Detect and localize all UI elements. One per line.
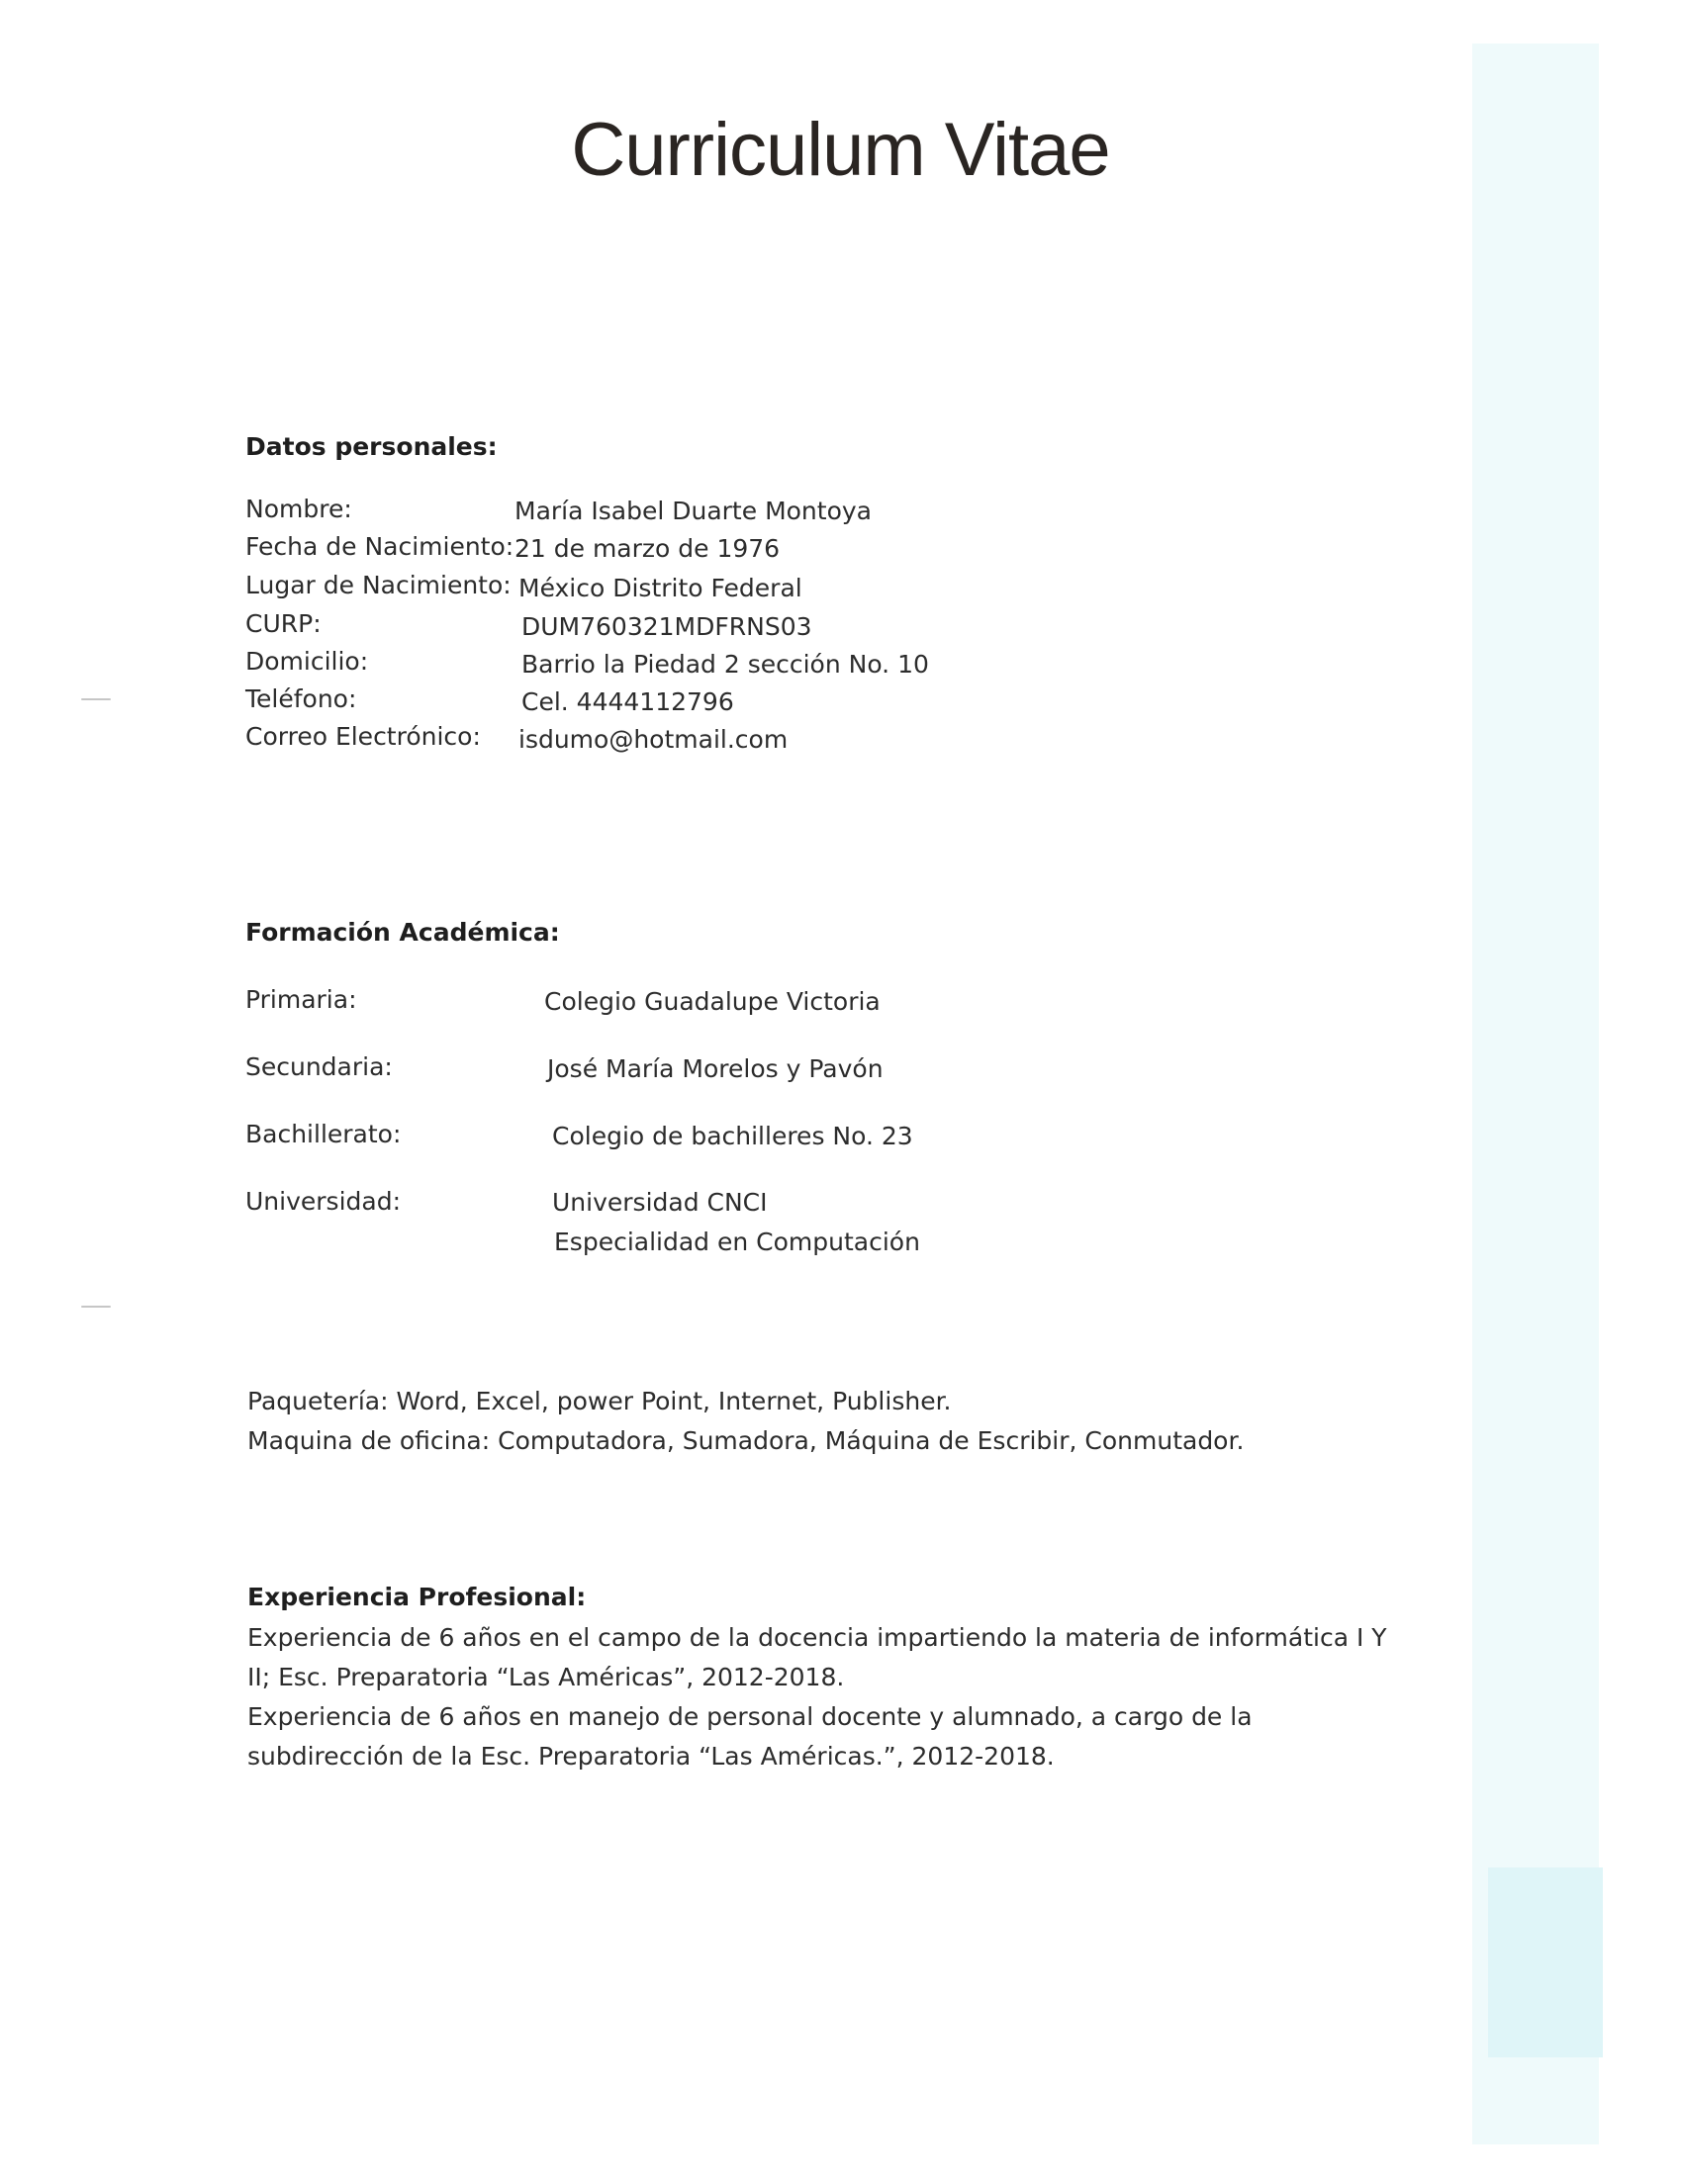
label-lugar-nacimiento: Lugar de Nacimiento: [245, 571, 512, 599]
scan-tint-block [1488, 1867, 1603, 2057]
scan-mark [81, 1306, 111, 1308]
label-primaria: Primaria: [245, 985, 357, 1014]
value-lugar-nacimiento: México Distrito Federal [518, 574, 802, 602]
value-nombre: María Isabel Duarte Montoya [514, 497, 872, 525]
office-machines: Maquina de oficina: Computadora, Sumadora, Máquina de Escribir, Conmutador. [247, 1426, 1245, 1455]
section-heading-experience: Experiencia Profesional: [247, 1583, 587, 1611]
value-especialidad: Especialidad en Computación [554, 1228, 920, 1256]
label-bachillerato: Bachillerato: [245, 1120, 402, 1148]
value-primaria: Colegio Guadalupe Victoria [544, 987, 881, 1016]
experience-paragraph: Experiencia de 6 años en manejo de personal docente y alumnado, a cargo de la subdirección de la Esc. Preparatoria “Las Américas.”, 2012-2018. [247, 1702, 1253, 1771]
label-secundaria: Secundaria: [245, 1052, 393, 1081]
software-skills: Paquetería: Word, Excel, power Point, Internet, Publisher. [247, 1387, 952, 1415]
scan-tint-strip [1472, 44, 1599, 2144]
label-curp: CURP: [245, 609, 322, 638]
experience-paragraph: Experiencia de 6 años en el campo de la docencia impartiendo la materia de informática I Y II; Esc. Preparatoria “Las Américas”, 2012-2018. [247, 1623, 1387, 1691]
label-nombre: Nombre: [245, 495, 352, 523]
label-domicilio: Domicilio: [245, 647, 369, 676]
value-bachillerato: Colegio de bachilleres No. 23 [552, 1122, 913, 1150]
label-fecha-nacimiento: Fecha de Nacimiento: [245, 532, 514, 561]
section-heading-education: Formación Académica: [245, 918, 560, 947]
value-fecha-nacimiento: 21 de marzo de 1976 [514, 534, 781, 563]
page-title: Curriculum Vitae [571, 108, 1110, 192]
value-curp: DUM760321MDFRNS03 [521, 612, 812, 641]
label-correo: Correo Electrónico: [245, 722, 481, 751]
scan-mark [81, 698, 111, 700]
value-correo: isdumo@hotmail.com [518, 725, 789, 754]
value-universidad: Universidad CNCI [552, 1188, 768, 1217]
value-secundaria: José María Morelos y Pavón [547, 1054, 884, 1083]
label-telefono: Teléfono: [245, 684, 357, 713]
value-domicilio: Barrio la Piedad 2 sección No. 10 [521, 650, 929, 679]
value-telefono: Cel. 4444112796 [521, 687, 734, 716]
section-heading-personal: Datos personales: [245, 432, 498, 461]
label-universidad: Universidad: [245, 1187, 401, 1216]
